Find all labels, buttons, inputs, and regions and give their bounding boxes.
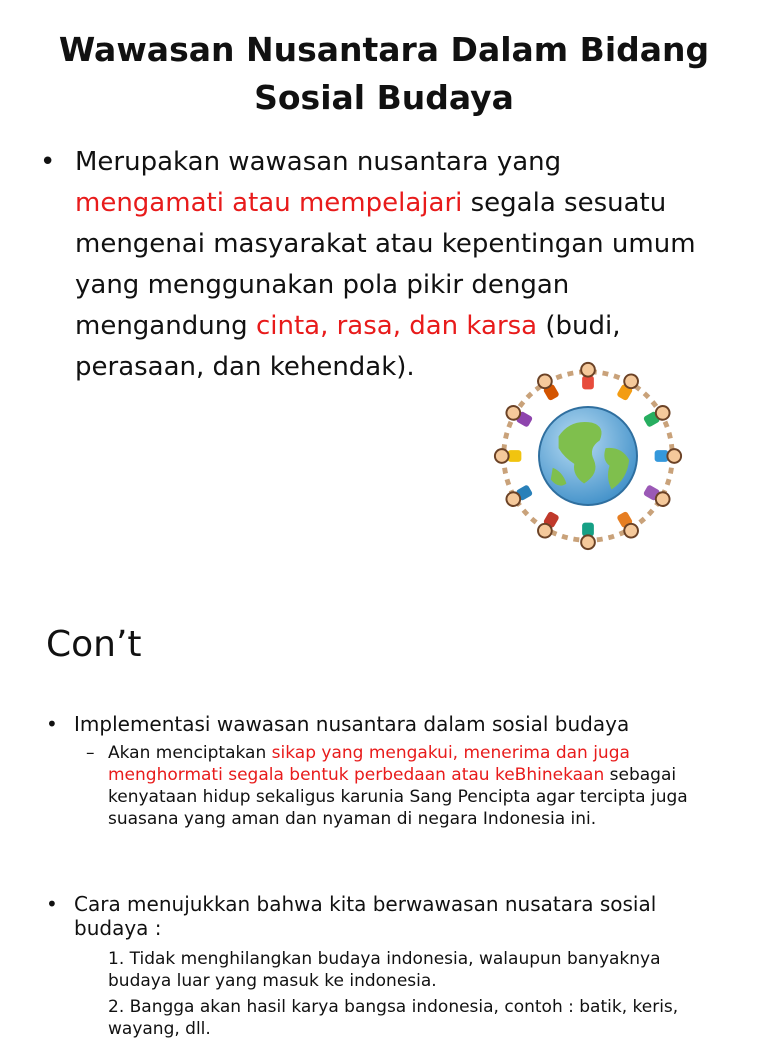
child-figure	[581, 363, 595, 389]
slide-2	[0, 600, 768, 1039]
bullet-text-part-2: segala sesuatu mengenai masyarakat atau kepentingan umum yang menggunakan pola pikir dengan mengandung	[75, 188, 696, 341]
bullet-text-part-3: (budi, perasaan, dan kehendak).	[75, 311, 621, 382]
bullet-item-1	[46, 712, 736, 736]
bullet-paragraph	[40, 142, 730, 388]
bullet-text	[75, 142, 730, 388]
bullet-marker: •	[40, 147, 56, 177]
bullet-text-part-1: Merupakan wawasan nusantara yang	[75, 147, 562, 177]
sub-item-1	[86, 742, 726, 830]
bullet-marker: •	[46, 712, 58, 736]
bullet-item-1-text: Implementasi wawasan nusantara dalam sosial budaya	[74, 712, 630, 736]
numbered-item-2: 2. Bangga akan hasil karya bangsa indonesia, contoh : batik, keris, wayang, dll.	[108, 997, 679, 1039]
sub-item-1-part-1: Akan menciptakan	[108, 743, 272, 763]
numbered-item-1: 1. Tidak menghilangkan budaya indonesia, walaupun banyaknya budaya luar yang masuk ke indonesia.	[108, 949, 661, 991]
sub-item-1-text	[108, 742, 726, 830]
title-line-2: Sosial Budaya	[254, 78, 514, 117]
dash-marker: –	[86, 743, 95, 763]
child-figure	[495, 449, 521, 463]
bullet-item-2-text: Cara menujukkan bahwa kita berwawasan nusatara sosial budaya :	[74, 892, 657, 940]
highlight-mengamati: mengamati atau mempelajari	[75, 188, 463, 218]
child-figure	[581, 523, 595, 549]
child-figure	[615, 510, 640, 540]
child-figure	[536, 510, 561, 540]
child-figure	[655, 449, 681, 463]
sub-item-1-part-2: sebagai kenyataan hidup sekaligus karunia Sang Pencipta agar tercipta juga suasana yang aman dan nyaman di negara Indonesia ini.	[108, 765, 688, 829]
slide-heading: Con’t	[46, 624, 142, 665]
children-around-globe-icon	[490, 358, 686, 554]
title-line-1: Wawasan Nusantara Dalam Bidang	[58, 30, 710, 69]
slide-title	[40, 26, 728, 122]
highlight-sikap: sikap yang mengakui, menerima dan juga menghormati segala bentuk perbedaan atau keBhinekaan	[108, 743, 630, 785]
bullet-marker: •	[46, 892, 58, 916]
highlight-cinta-rasa-karsa: cinta, rasa, dan karsa	[255, 311, 538, 341]
bullet-item-2	[46, 892, 736, 940]
